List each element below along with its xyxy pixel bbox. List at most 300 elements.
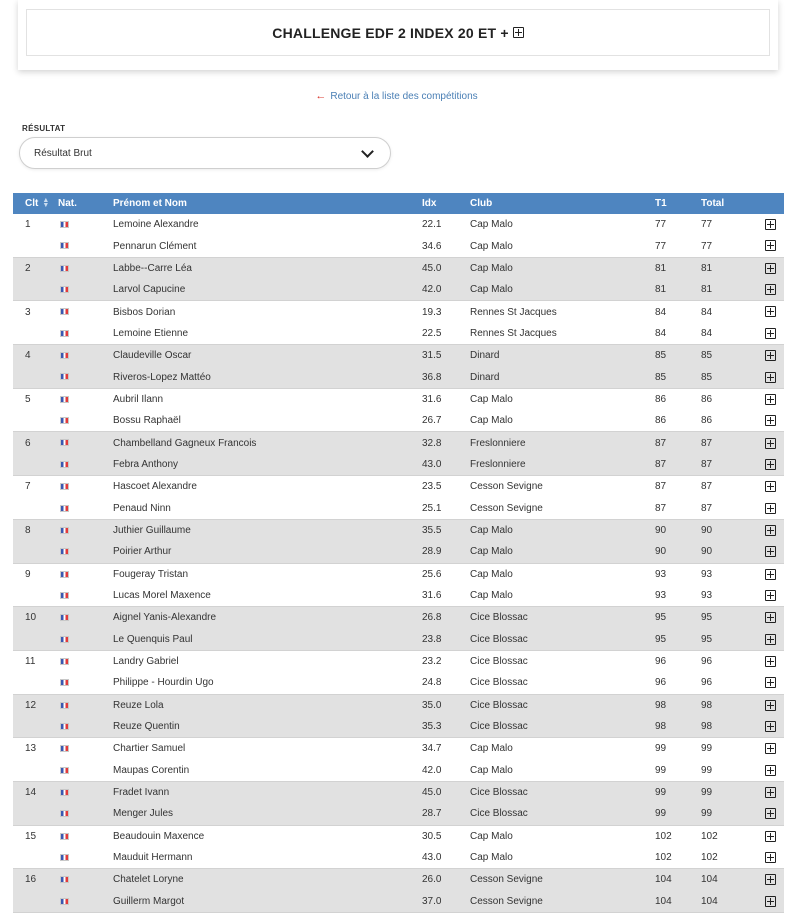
title-card <box>18 0 778 70</box>
back-to-competitions-link[interactable] <box>0 90 793 102</box>
row-expand-cell <box>761 301 784 323</box>
club-cell: Dinard <box>470 345 655 367</box>
table-row[interactable] <box>13 323 784 345</box>
flag-france-icon <box>60 833 69 840</box>
rank-cell: 15 <box>13 825 58 847</box>
player-name-cell: Chambelland Gagneux Francois <box>113 432 422 454</box>
t1-cell: 99 <box>655 760 701 782</box>
table-row[interactable] <box>13 694 784 716</box>
player-name-cell: Lucas Morel Maxence <box>113 585 422 607</box>
t1-cell: 86 <box>655 388 701 410</box>
row-expand-cell <box>761 519 784 541</box>
t1-cell: 77 <box>655 235 701 257</box>
index-cell: 35.3 <box>422 716 470 738</box>
result-type-value: Résultat Brut <box>34 147 92 159</box>
rank-cell <box>13 541 58 563</box>
nationality-cell <box>58 345 113 367</box>
total-cell: 96 <box>701 672 761 694</box>
flag-france-icon <box>60 614 69 621</box>
rank-cell <box>13 672 58 694</box>
rank-cell <box>13 716 58 738</box>
index-cell: 26.0 <box>422 869 470 891</box>
total-cell: 99 <box>701 760 761 782</box>
flag-france-icon <box>60 548 69 555</box>
rank-cell <box>13 629 58 651</box>
rank-cell <box>13 454 58 476</box>
nationality-cell <box>58 476 113 498</box>
chevron-down-icon <box>361 145 374 158</box>
total-cell: 84 <box>701 301 761 323</box>
table-row[interactable] <box>13 672 784 694</box>
flag-france-icon <box>60 417 69 424</box>
rank-cell: 11 <box>13 650 58 672</box>
player-name-cell: Reuze Quentin <box>113 716 422 738</box>
rank-cell <box>13 760 58 782</box>
player-name-cell: Pennarun Clément <box>113 235 422 257</box>
rank-cell: 6 <box>13 432 58 454</box>
index-cell: 34.7 <box>422 738 470 760</box>
club-cell: Cice Blossac <box>470 694 655 716</box>
nationality-cell <box>58 388 113 410</box>
player-name-cell: Riveros-Lopez Mattéo <box>113 366 422 388</box>
table-row[interactable] <box>13 825 784 847</box>
row-expand-cell <box>761 585 784 607</box>
table-row[interactable] <box>13 607 784 629</box>
expand-plus-icon[interactable] <box>765 634 776 645</box>
table-row[interactable] <box>13 891 784 913</box>
club-cell: Rennes St Jacques <box>470 301 655 323</box>
row-expand-cell <box>761 891 784 913</box>
expand-plus-icon[interactable] <box>765 700 776 711</box>
nationality-cell <box>58 607 113 629</box>
index-cell: 43.0 <box>422 454 470 476</box>
expand-plus-icon[interactable] <box>765 765 776 776</box>
total-cell: 90 <box>701 519 761 541</box>
row-expand-cell <box>761 694 784 716</box>
player-name-cell: Bossu Raphaël <box>113 410 422 432</box>
rank-cell: 14 <box>13 781 58 803</box>
rank-cell <box>13 410 58 432</box>
total-cell: 96 <box>701 650 761 672</box>
t1-cell: 93 <box>655 585 701 607</box>
index-cell: 23.8 <box>422 629 470 651</box>
rank-cell <box>13 585 58 607</box>
expand-plus-icon[interactable] <box>765 394 776 405</box>
table-row[interactable] <box>13 585 784 607</box>
nationality-cell <box>58 301 113 323</box>
rank-cell <box>13 279 58 301</box>
results-body <box>13 214 784 913</box>
table-row[interactable] <box>13 410 784 432</box>
club-cell: Cap Malo <box>470 825 655 847</box>
nationality-cell <box>58 323 113 345</box>
nationality-cell <box>58 672 113 694</box>
index-cell: 35.0 <box>422 694 470 716</box>
table-row[interactable] <box>13 541 784 563</box>
club-cell: Cap Malo <box>470 519 655 541</box>
flag-france-icon <box>60 330 69 337</box>
table-row[interactable] <box>13 476 784 498</box>
nationality-cell <box>58 760 113 782</box>
t1-cell: 84 <box>655 323 701 345</box>
flag-france-icon <box>60 352 69 359</box>
column-header-clt[interactable] <box>13 193 58 214</box>
expand-plus-icon[interactable] <box>765 721 776 732</box>
flag-france-icon <box>60 461 69 468</box>
club-cell: Cice Blossac <box>470 781 655 803</box>
row-expand-cell <box>761 476 784 498</box>
index-cell: 34.6 <box>422 235 470 257</box>
row-expand-cell <box>761 869 784 891</box>
column-header-idx: Idx <box>422 193 470 214</box>
index-cell: 28.9 <box>422 541 470 563</box>
total-cell: 87 <box>701 454 761 476</box>
table-row[interactable] <box>13 760 784 782</box>
total-cell: 93 <box>701 563 761 585</box>
expand-plus-icon[interactable] <box>765 459 776 470</box>
table-row[interactable] <box>13 454 784 476</box>
expand-plus-icon[interactable] <box>765 350 776 361</box>
table-row[interactable] <box>13 279 784 301</box>
expand-plus-icon[interactable] <box>765 415 776 426</box>
player-name-cell: Chartier Samuel <box>113 738 422 760</box>
back-link-label: Retour à la liste des compétitions <box>330 91 478 102</box>
total-cell: 99 <box>701 803 761 825</box>
t1-cell: 99 <box>655 738 701 760</box>
total-cell: 93 <box>701 585 761 607</box>
nationality-cell <box>58 629 113 651</box>
total-cell: 84 <box>701 323 761 345</box>
expand-plus-icon[interactable] <box>765 590 776 601</box>
flag-france-icon <box>60 679 69 686</box>
player-name-cell: Le Quenquis Paul <box>113 629 422 651</box>
rank-cell <box>13 366 58 388</box>
club-cell: Cice Blossac <box>470 607 655 629</box>
nationality-cell <box>58 279 113 301</box>
club-cell: Cap Malo <box>470 541 655 563</box>
table-row[interactable] <box>13 563 784 585</box>
total-cell: 99 <box>701 781 761 803</box>
player-name-cell: Landry Gabriel <box>113 650 422 672</box>
club-cell: Cesson Sevigne <box>470 476 655 498</box>
t1-cell: 85 <box>655 366 701 388</box>
flag-france-icon <box>60 854 69 861</box>
total-cell: 87 <box>701 497 761 519</box>
sort-icon[interactable]: ▲ ▼ <box>42 197 50 210</box>
index-cell: 19.3 <box>422 301 470 323</box>
index-cell: 26.8 <box>422 607 470 629</box>
nationality-cell <box>58 235 113 257</box>
expand-plus-icon[interactable] <box>765 852 776 863</box>
total-cell: 104 <box>701 891 761 913</box>
club-cell: Cap Malo <box>470 388 655 410</box>
total-cell: 77 <box>701 214 761 235</box>
t1-cell: 99 <box>655 803 701 825</box>
player-name-cell: Aignel Yanis-Alexandre <box>113 607 422 629</box>
nationality-cell <box>58 497 113 519</box>
total-cell: 81 <box>701 279 761 301</box>
expand-plus-icon[interactable] <box>765 263 776 274</box>
result-type-select[interactable] <box>19 137 391 169</box>
index-cell: 23.5 <box>422 476 470 498</box>
index-cell: 42.0 <box>422 760 470 782</box>
results-table <box>13 193 784 913</box>
table-row[interactable] <box>13 650 784 672</box>
expand-plus-icon[interactable] <box>765 569 776 580</box>
total-cell: 102 <box>701 825 761 847</box>
expand-plus-icon[interactable] <box>765 656 776 667</box>
total-cell: 85 <box>701 366 761 388</box>
player-name-cell: Hascoet Alexandre <box>113 476 422 498</box>
row-expand-cell <box>761 345 784 367</box>
flag-france-icon <box>60 308 69 315</box>
index-cell: 22.1 <box>422 214 470 235</box>
t1-cell: 90 <box>655 519 701 541</box>
flag-france-icon <box>60 242 69 249</box>
club-cell: Cesson Sevigne <box>470 497 655 519</box>
table-row[interactable] <box>13 235 784 257</box>
index-cell: 43.0 <box>422 847 470 869</box>
row-expand-cell <box>761 366 784 388</box>
row-expand-cell <box>761 257 784 279</box>
index-cell: 35.5 <box>422 519 470 541</box>
club-cell: Cice Blossac <box>470 803 655 825</box>
index-cell: 31.6 <box>422 585 470 607</box>
club-cell: Freslonniere <box>470 454 655 476</box>
index-cell: 45.0 <box>422 781 470 803</box>
club-cell: Cap Malo <box>470 257 655 279</box>
row-expand-cell <box>761 563 784 585</box>
rank-cell: 13 <box>13 738 58 760</box>
row-expand-cell <box>761 410 784 432</box>
player-name-cell: Larvol Capucine <box>113 279 422 301</box>
table-row[interactable] <box>13 388 784 410</box>
flag-france-icon <box>60 592 69 599</box>
t1-cell: 98 <box>655 694 701 716</box>
table-row[interactable] <box>13 738 784 760</box>
nationality-cell <box>58 214 113 235</box>
t1-cell: 96 <box>655 672 701 694</box>
table-row[interactable] <box>13 366 784 388</box>
t1-cell: 102 <box>655 847 701 869</box>
nationality-cell <box>58 869 113 891</box>
index-cell: 36.8 <box>422 366 470 388</box>
table-row[interactable] <box>13 629 784 651</box>
expand-plus-icon[interactable] <box>765 503 776 514</box>
t1-cell: 99 <box>655 781 701 803</box>
player-name-cell: Febra Anthony <box>113 454 422 476</box>
table-row[interactable] <box>13 781 784 803</box>
table-row[interactable] <box>13 214 784 235</box>
nationality-cell <box>58 694 113 716</box>
rank-cell: 10 <box>13 607 58 629</box>
table-row[interactable] <box>13 432 784 454</box>
expand-plus-icon[interactable] <box>765 525 776 536</box>
t1-cell: 85 <box>655 345 701 367</box>
expand-plus-icon[interactable] <box>765 219 776 230</box>
nationality-cell <box>58 650 113 672</box>
total-cell: 77 <box>701 235 761 257</box>
nationality-cell <box>58 454 113 476</box>
index-cell: 28.7 <box>422 803 470 825</box>
nationality-cell <box>58 803 113 825</box>
index-cell: 25.6 <box>422 563 470 585</box>
club-cell: Cap Malo <box>470 235 655 257</box>
flag-france-icon <box>60 265 69 272</box>
flag-france-icon <box>60 723 69 730</box>
table-row[interactable] <box>13 345 784 367</box>
rank-cell <box>13 803 58 825</box>
rank-cell: 1 <box>13 214 58 235</box>
flag-france-icon <box>60 505 69 512</box>
t1-cell: 87 <box>655 454 701 476</box>
nationality-cell <box>58 825 113 847</box>
table-row[interactable] <box>13 803 784 825</box>
row-expand-cell <box>761 235 784 257</box>
expand-plus-icon[interactable] <box>765 546 776 557</box>
nationality-cell <box>58 257 113 279</box>
index-cell: 31.5 <box>422 345 470 367</box>
expand-plus-icon[interactable] <box>765 372 776 383</box>
total-cell: 86 <box>701 388 761 410</box>
player-name-cell: Lemoine Etienne <box>113 323 422 345</box>
expand-plus-icon[interactable] <box>765 677 776 688</box>
flag-france-icon <box>60 571 69 578</box>
nationality-cell <box>58 781 113 803</box>
expand-plus-icon[interactable] <box>765 438 776 449</box>
player-name-cell: Aubril Ilann <box>113 388 422 410</box>
club-cell: Cice Blossac <box>470 629 655 651</box>
column-header-nat: Nat. <box>58 193 113 214</box>
player-name-cell: Claudeville Oscar <box>113 345 422 367</box>
row-expand-cell <box>761 803 784 825</box>
player-name-cell: Menger Jules <box>113 803 422 825</box>
flag-france-icon <box>60 483 69 490</box>
column-header-club: Club <box>470 193 655 214</box>
expand-plus-icon[interactable] <box>765 743 776 754</box>
rank-cell: 2 <box>13 257 58 279</box>
expand-plus-icon[interactable] <box>765 481 776 492</box>
table-row[interactable] <box>13 716 784 738</box>
total-cell: 95 <box>701 629 761 651</box>
row-expand-cell <box>761 781 784 803</box>
total-cell: 102 <box>701 847 761 869</box>
expand-plus-icon[interactable] <box>765 240 776 251</box>
player-name-cell: Beaudouin Maxence <box>113 825 422 847</box>
t1-cell: 98 <box>655 716 701 738</box>
column-header-t1: T1 <box>655 193 701 214</box>
rank-cell <box>13 847 58 869</box>
expand-plus-icon[interactable] <box>765 787 776 798</box>
expand-plus-icon[interactable] <box>765 328 776 339</box>
player-name-cell: Poirier Arthur <box>113 541 422 563</box>
row-expand-cell <box>761 672 784 694</box>
club-cell: Cap Malo <box>470 738 655 760</box>
club-cell: Cap Malo <box>470 847 655 869</box>
expand-plus-icon[interactable] <box>765 831 776 842</box>
index-cell: 25.1 <box>422 497 470 519</box>
expand-plus-icon[interactable] <box>765 612 776 623</box>
table-row[interactable] <box>13 519 784 541</box>
table-row[interactable] <box>13 869 784 891</box>
t1-cell: 95 <box>655 607 701 629</box>
total-cell: 98 <box>701 716 761 738</box>
column-header-actions <box>761 193 784 214</box>
column-header-name: Prénom et Nom <box>113 193 422 214</box>
result-label: RÉSULTAT <box>22 124 66 133</box>
expand-plus-icon[interactable] <box>765 284 776 295</box>
t1-cell: 102 <box>655 825 701 847</box>
index-cell: 22.5 <box>422 323 470 345</box>
flag-france-icon <box>60 658 69 665</box>
flag-france-icon <box>60 636 69 643</box>
club-cell: Cap Malo <box>470 563 655 585</box>
title-box <box>26 9 770 56</box>
row-expand-cell <box>761 323 784 345</box>
t1-cell: 87 <box>655 476 701 498</box>
t1-cell: 104 <box>655 891 701 913</box>
flag-france-icon <box>60 286 69 293</box>
row-expand-cell <box>761 432 784 454</box>
t1-cell: 77 <box>655 214 701 235</box>
expand-plus-icon[interactable] <box>765 808 776 819</box>
club-cell: Cap Malo <box>470 214 655 235</box>
flag-france-icon <box>60 396 69 403</box>
player-name-cell: Chatelet Loryne <box>113 869 422 891</box>
t1-cell: 84 <box>655 301 701 323</box>
index-cell: 23.2 <box>422 650 470 672</box>
row-expand-cell <box>761 629 784 651</box>
club-cell: Cesson Sevigne <box>470 891 655 913</box>
row-expand-cell <box>761 541 784 563</box>
expand-plus-icon[interactable] <box>765 874 776 885</box>
total-cell: 86 <box>701 410 761 432</box>
rank-cell: 3 <box>13 301 58 323</box>
t1-cell: 87 <box>655 432 701 454</box>
player-name-cell: Labbe--Carre Léa <box>113 257 422 279</box>
index-cell: 30.5 <box>422 825 470 847</box>
expand-plus-icon[interactable] <box>765 306 776 317</box>
rank-cell: 9 <box>13 563 58 585</box>
flag-france-icon <box>60 810 69 817</box>
row-expand-cell <box>761 650 784 672</box>
club-cell: Dinard <box>470 366 655 388</box>
column-header-total: Total <box>701 193 761 214</box>
rank-cell: 4 <box>13 345 58 367</box>
table-row[interactable] <box>13 301 784 323</box>
table-row[interactable] <box>13 497 784 519</box>
page-title: CHALLENGE EDF 2 INDEX 20 ET + <box>272 24 509 41</box>
index-cell: 37.0 <box>422 891 470 913</box>
flag-france-icon <box>60 702 69 709</box>
flag-france-icon <box>60 745 69 752</box>
index-cell: 42.0 <box>422 279 470 301</box>
table-row[interactable] <box>13 257 784 279</box>
t1-cell: 87 <box>655 497 701 519</box>
player-name-cell: Guillerm Margot <box>113 891 422 913</box>
total-cell: 87 <box>701 432 761 454</box>
expand-plus-icon[interactable] <box>513 27 524 38</box>
table-row[interactable] <box>13 847 784 869</box>
expand-plus-icon[interactable] <box>765 896 776 907</box>
row-expand-cell <box>761 847 784 869</box>
row-expand-cell <box>761 497 784 519</box>
index-cell: 26.7 <box>422 410 470 432</box>
row-expand-cell <box>761 760 784 782</box>
total-cell: 104 <box>701 869 761 891</box>
rank-cell <box>13 497 58 519</box>
player-name-cell: Juthier Guillaume <box>113 519 422 541</box>
